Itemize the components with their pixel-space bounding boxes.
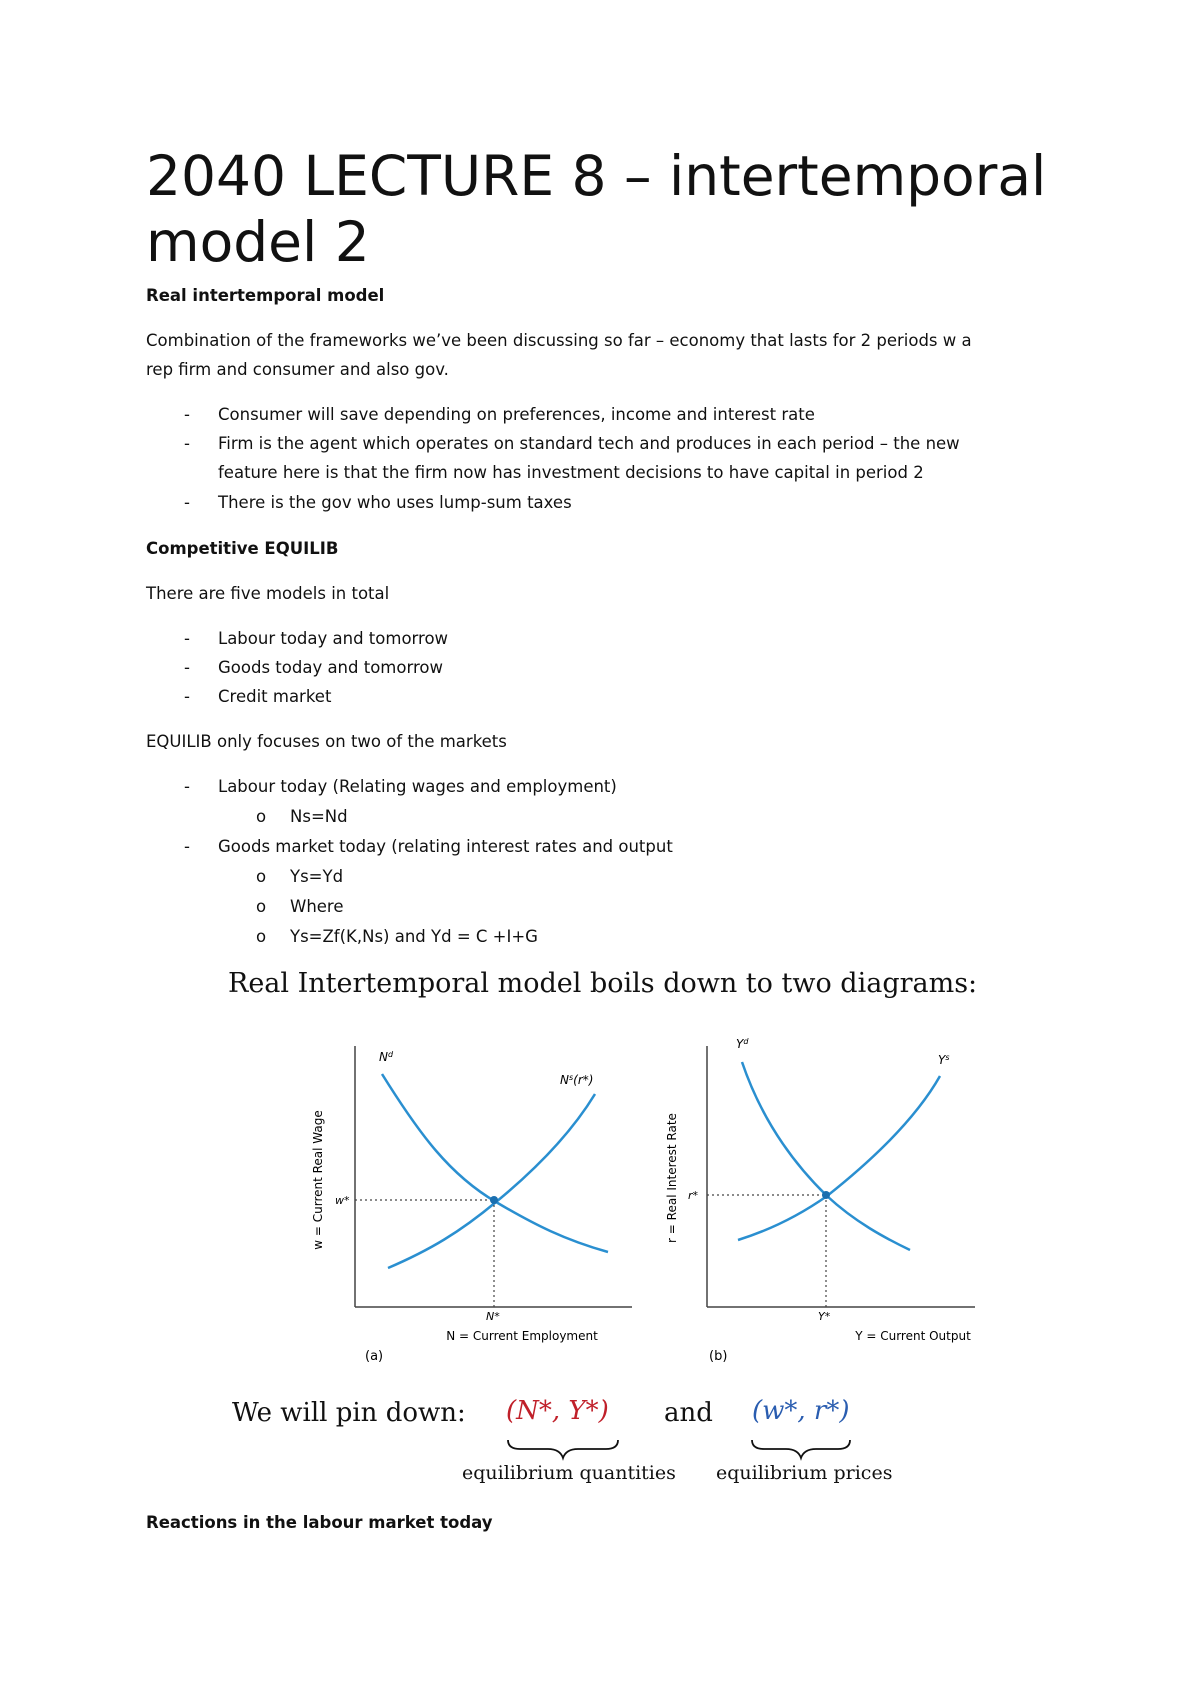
labour-equilibrium-point [490,1196,498,1204]
panel-b [665,1037,975,1365]
goods-supply-curve [738,1076,940,1240]
n-star-tick: N* [486,1310,500,1323]
panel-a-ylabel: w = Current Real Wage [311,1110,325,1250]
nd-label [379,1050,394,1065]
ns-label [560,1073,593,1088]
prices-brace [752,1440,850,1458]
list-item-text: Labour today (Relating wages and employment) [218,777,617,796]
sub-list-item-text: Ys=Yd [290,867,344,886]
circle-bullet: o [256,927,267,946]
page-title: 2040 LECTURE 8 – intertemporal model 2 [146,144,1047,274]
paragraph-line: rep firm and consumer and also gov. [146,360,449,379]
ys-label-base: Y [938,1053,946,1067]
dash-marker: - [184,837,190,856]
circle-bullet: o [256,807,267,826]
ys-label [938,1053,950,1068]
dash-marker: - [184,687,190,706]
dash-marker: - [184,493,190,512]
circle-bullet: o [256,897,267,916]
dash-marker: - [184,629,190,648]
sub-list-item-text: Ns=Nd [290,807,348,826]
labour-demand-curve [382,1074,608,1252]
quantities-brace [508,1440,618,1458]
list-item-text: Consumer will save depending on preferences, income and interest rate [218,405,815,424]
yd-label-base: Y [736,1037,744,1051]
heading-real-intertemporal: Real intertemporal model [146,286,385,305]
equilibrium-quantities-tuple: (N*, Y*) [506,1396,609,1426]
equilibrium-prices-label: equilibrium prices [716,1462,893,1484]
list-item-text: There is the gov who uses lump-sum taxes [218,493,572,512]
panel-a-xlabel: N = Current Employment [446,1329,598,1343]
w-star-tick: w* [335,1194,350,1207]
y-star-tick: Y* [818,1310,831,1323]
ns-label-sup: s [568,1072,574,1082]
pin-and: and [664,1398,713,1428]
heading-reactions-labour: Reactions in the labour market today [146,1513,493,1532]
equilibrium-quantities-label: equilibrium quantities [462,1462,676,1484]
ns-label-base: N [560,1073,569,1087]
dash-marker: - [184,658,190,677]
dash-marker: - [184,434,190,453]
figure-title: Real Intertemporal model boils down to two diagrams: [228,968,978,999]
circle-bullet: o [256,867,267,886]
dash-marker: - [184,777,190,796]
nd-label-base: N [379,1050,388,1064]
nd-label-sup: d [387,1049,394,1059]
yd-label-sup: d [743,1036,749,1046]
list-item-text: Firm is the agent which operates on standard tech and produces in each period – the new [218,434,960,453]
r-star-tick: r* [688,1189,699,1202]
yd-label [736,1037,749,1052]
sub-list-item-text: Ys=Zf(K,Ns) and Yd = C +I+G [290,927,538,946]
panel-a [311,1046,632,1364]
panel-b-xlabel: Y = Current Output [855,1329,971,1343]
labour-supply-curve [388,1094,595,1268]
equilibrium-prices-tuple: (w*, r*) [752,1396,850,1426]
list-item-text: Labour today and tomorrow [218,629,449,648]
heading-competitive-equilib: Competitive EQUILIB [146,539,339,558]
ns-label-arg: (r*) [573,1073,594,1087]
paragraph-line: There are five models in total [146,584,390,603]
goods-equilibrium-point [822,1191,830,1199]
list-item-text: feature here is that the firm now has investment decisions to have capital in period 2 [218,463,924,482]
panel-a-caption: (a) [365,1349,384,1364]
list-item-text: Goods today and tomorrow [218,658,443,677]
paragraph-line: Combination of the frameworks we’ve been discussing so far – economy that lasts for 2 periods w a [146,331,972,350]
sub-list-item-text: Where [290,897,344,916]
pin-lead: We will pin down: [232,1398,466,1428]
paragraph-line: EQUILIB only focuses on two of the markets [146,732,507,751]
list-item-text: Goods market today (relating interest rates and output [218,837,673,856]
panel-b-ylabel: r = Real Interest Rate [665,1113,679,1243]
ys-label-sup: s [945,1052,950,1062]
panel-b-caption: (b) [709,1349,728,1364]
list-item-text: Credit market [218,687,332,706]
dash-marker: - [184,405,190,424]
